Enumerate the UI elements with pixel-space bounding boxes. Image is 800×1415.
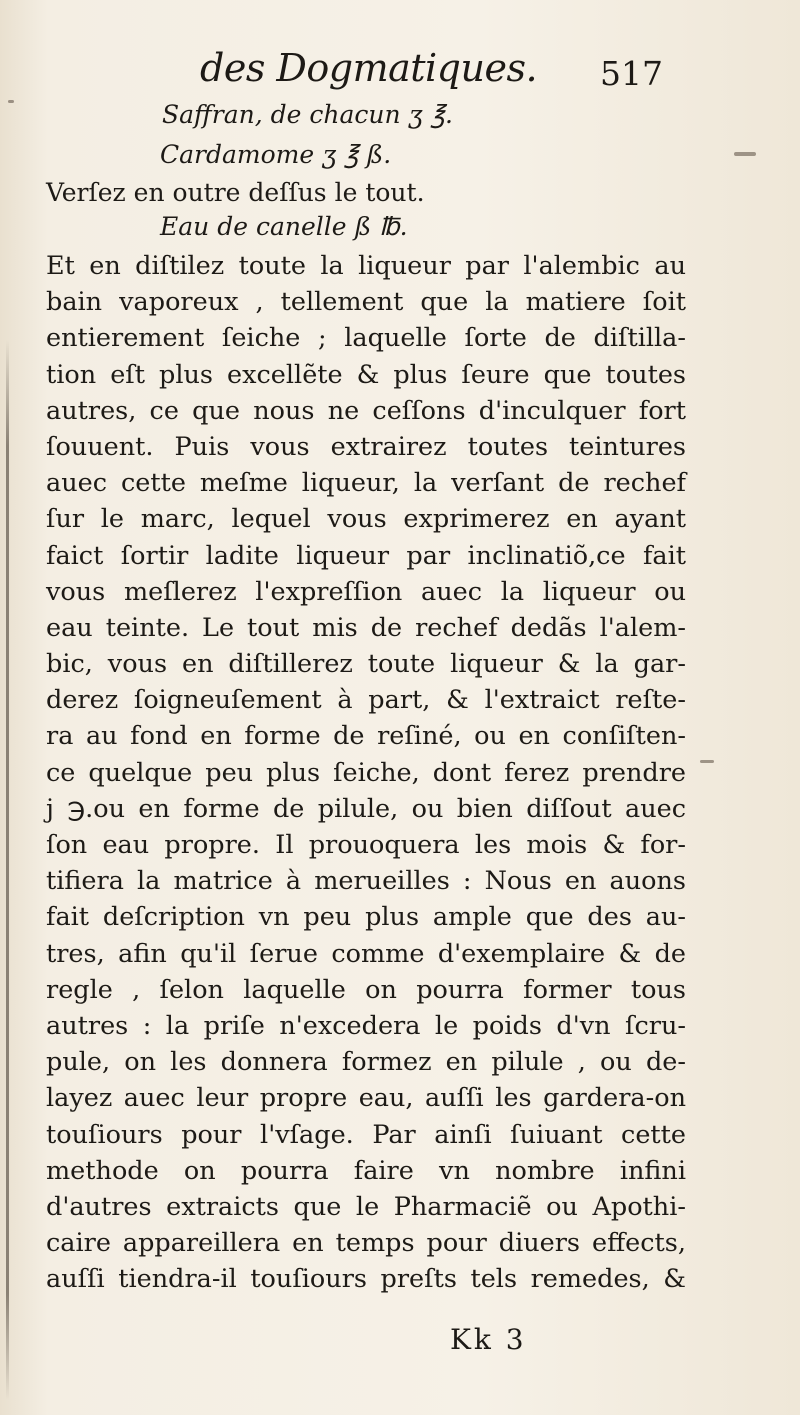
paper-speck xyxy=(734,152,756,156)
text-line: tion eſt plus excellẽte & plus ſeure que toutes xyxy=(46,359,686,390)
recipe-line-saffran: Saffran, de chacun ʒ ℥. xyxy=(162,100,453,129)
recipe-line-eau-de-canelle: Eau de canelle ß ℔. xyxy=(160,212,408,241)
text-line: ſouuent. Puis vous extrairez toutes teintures xyxy=(46,431,686,462)
running-head xyxy=(0,40,800,100)
signature-mark: Kk 3 xyxy=(450,1323,527,1356)
text-line: entierement ſeiche ; laquelle ſorte de diſtilla- xyxy=(46,323,686,354)
text-line: autres : la priſe n'excedera le poids d'vn ſcru- xyxy=(46,1010,686,1041)
text-line: autres, ce que nous ne ceſſons d'inculquer fort xyxy=(46,395,686,426)
text-line: tres, afin qu'il ſerue comme d'exemplaire & de xyxy=(46,938,686,969)
text-line: Et en diſtilez toute la liqueur par l'alembic au xyxy=(46,251,686,281)
text-line: d'autres extraicts que le Pharmaciẽ ou Apothi- xyxy=(46,1191,686,1222)
body-paragraph xyxy=(46,248,686,1297)
text-line: bain vaporeux , tellement que la matiere ſoit xyxy=(46,287,686,318)
text-line: tifiera la matrice à merueilles : Nous en auons xyxy=(46,866,686,897)
text-line: ra au fond en forme de reſiné, ou en conſiſten- xyxy=(46,721,686,752)
text-line: touſiours pour l'vſage. Par ainſi ſuiuant cette xyxy=(46,1119,686,1150)
recipe-line-instruction: Verſez en outre deſſus le tout. xyxy=(46,178,425,207)
page-number: 517 xyxy=(600,54,663,93)
text-line: j ℈.ou en forme de pilule, ou bien diſſout auec xyxy=(46,793,686,824)
text-line: ce quelque peu plus ſeiche, dont ferez prendre xyxy=(46,757,686,788)
text-line: layez auec leur propre eau, auſſi les gardera-on xyxy=(46,1083,686,1114)
text-line: pule, on les donnera formez en pilule , ou de- xyxy=(46,1047,686,1078)
recipe-line-cardamome: Cardamome ʒ ℥ ß. xyxy=(160,140,392,169)
text-line: derez ſoigneuſement à part, & l'extraict reſte- xyxy=(46,685,686,716)
running-head-title: des Dogmatiques. xyxy=(200,46,538,90)
text-line: auſſi tiendra-il touſiours preſts tels remedes, & xyxy=(46,1264,686,1295)
text-line: eau teinte. Le tout mis de rechef dedãs l'alem- xyxy=(46,612,686,643)
text-line: regle , ſelon laquelle on pourra former tous xyxy=(46,974,686,1005)
text-line: auec cette meſme liqueur, la verſant de rechef xyxy=(46,468,686,499)
paper-speck xyxy=(8,100,14,103)
text-line: ſur le marc, lequel vous exprimerez en ayant xyxy=(46,504,686,535)
text-line: fait deſcription vn peu plus ample que des au- xyxy=(46,902,686,933)
text-line: faict ſortir ladite liqueur par inclinatiõ,ce fait xyxy=(46,540,686,571)
text-line: caire appareillera en temps pour diuers effects, xyxy=(46,1228,686,1259)
text-line: methode on pourra faire vn nombre infini xyxy=(46,1155,686,1186)
text-line: vous meſlerez l'expreſſion auec la liqueur ou xyxy=(46,576,686,607)
paper-speck xyxy=(700,760,714,763)
text-line: bic, vous en diſtillerez toute liqueur & la gar- xyxy=(46,649,686,680)
text-line: ſon eau propre. Il prouoquera les mois & for- xyxy=(46,830,686,860)
